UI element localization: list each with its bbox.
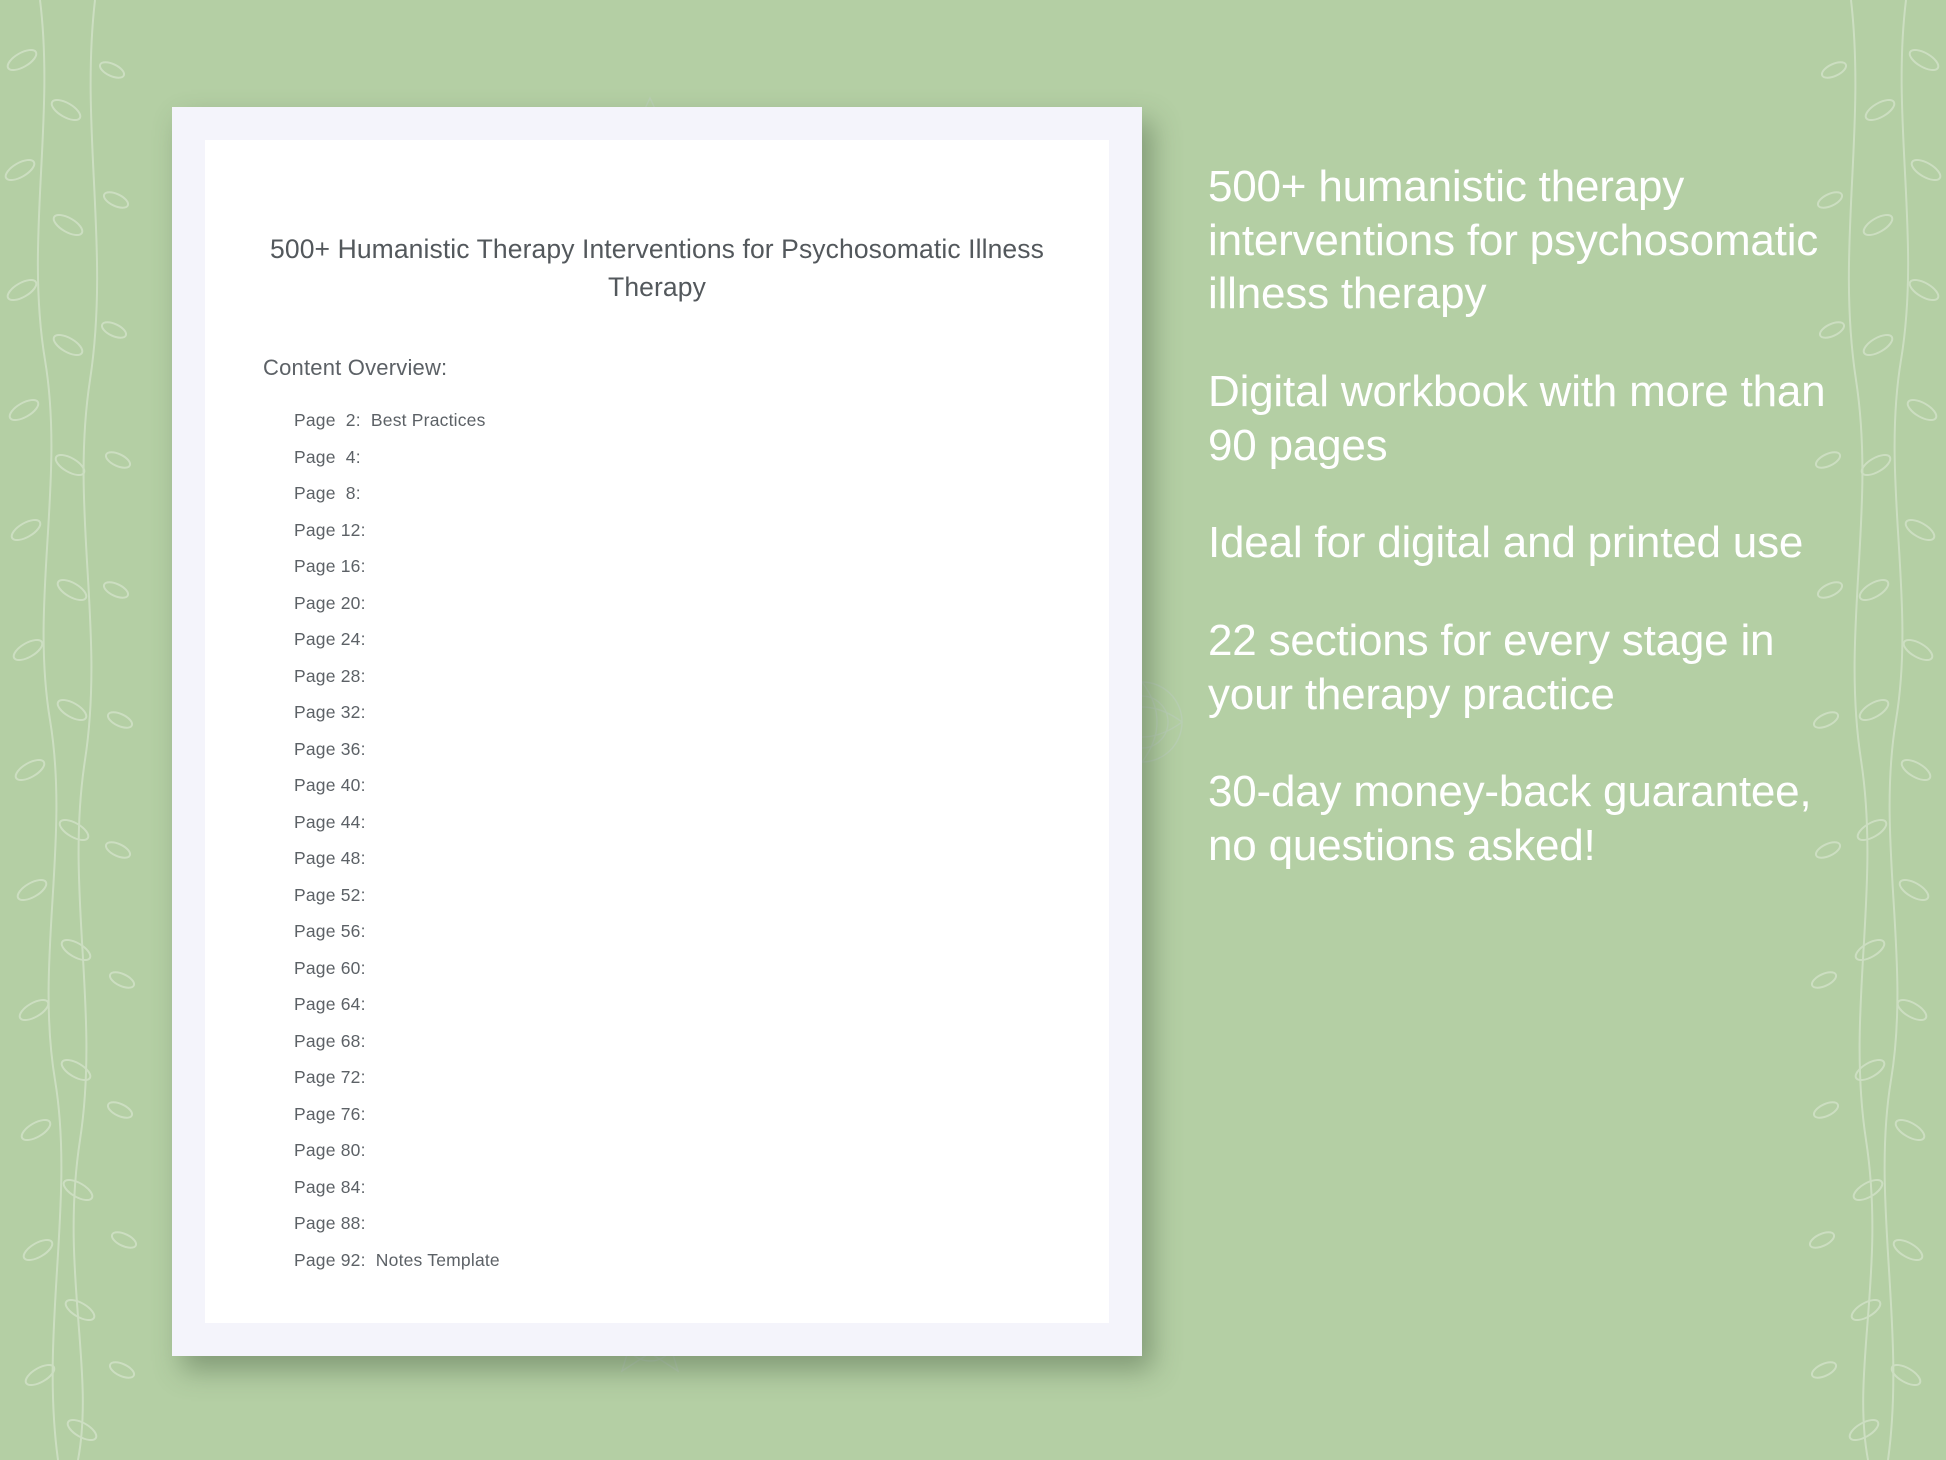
toc-page-number: Page 76: bbox=[294, 1103, 366, 1124]
toc-page-number: Page 92: bbox=[294, 1249, 366, 1270]
botanical-border-left bbox=[0, 0, 140, 1460]
toc-page-number: Page 32: bbox=[294, 702, 366, 723]
toc-row bbox=[294, 512, 1051, 549]
toc-row bbox=[294, 658, 1051, 695]
toc-page-number: Page 72: bbox=[294, 1067, 366, 1088]
document-preview[interactable] bbox=[172, 107, 1142, 1356]
toc-row bbox=[294, 1206, 1051, 1243]
promo-line: Digital workbook with more than 90 pages bbox=[1208, 367, 1826, 470]
toc-row bbox=[294, 403, 1051, 440]
toc-row bbox=[294, 695, 1051, 732]
toc-page-number: Page 68: bbox=[294, 1030, 366, 1051]
toc-page-number: Page 60: bbox=[294, 957, 366, 978]
toc-row bbox=[294, 476, 1051, 513]
toc-separator bbox=[361, 412, 371, 430]
page-content bbox=[205, 140, 1109, 1323]
toc-row bbox=[294, 841, 1051, 878]
toc-page-number: Page 28: bbox=[294, 665, 366, 686]
toc-row bbox=[294, 950, 1051, 987]
toc-row bbox=[294, 914, 1051, 951]
toc-page-number: Page 24: bbox=[294, 629, 366, 650]
toc-page-number: Page 40: bbox=[294, 775, 366, 796]
toc-page-number: Page 88: bbox=[294, 1213, 366, 1234]
toc-row bbox=[294, 1096, 1051, 1133]
toc-separator bbox=[366, 1252, 376, 1270]
promo-line: 30-day money-back guarantee, no questions asked! bbox=[1208, 767, 1812, 871]
toc-row bbox=[294, 585, 1051, 622]
toc-row bbox=[294, 439, 1051, 476]
toc-page-number: Page 2: bbox=[294, 410, 361, 431]
toc-page-number: Page 44: bbox=[294, 811, 366, 832]
toc-row bbox=[294, 622, 1051, 659]
toc-entry-title: Notes Template bbox=[375, 1249, 500, 1270]
toc-row bbox=[294, 1133, 1051, 1170]
promo-copy bbox=[1208, 160, 1838, 873]
toc-page-number: Page 8: bbox=[294, 483, 361, 504]
toc-row bbox=[294, 731, 1051, 768]
toc-entry-title: Best Practices bbox=[370, 410, 486, 431]
toc-page-number: Page 16: bbox=[294, 556, 366, 577]
toc-row bbox=[294, 1060, 1051, 1097]
promo-line: Ideal for digital and printed use bbox=[1208, 518, 1804, 568]
toc-page-number: Page 12: bbox=[294, 519, 366, 540]
toc-page-number: Page 4: bbox=[294, 446, 361, 467]
toc-page-number: Page 48: bbox=[294, 848, 366, 869]
toc-row bbox=[294, 1242, 1051, 1279]
content-overview-label: Content Overview: bbox=[263, 354, 448, 380]
toc-page-number: Page 56: bbox=[294, 921, 366, 942]
table-of-contents bbox=[263, 403, 1051, 1279]
promo-line: 22 sections for every stage in your therapy practice bbox=[1208, 616, 1775, 719]
toc-row bbox=[294, 1169, 1051, 1206]
promo-line: 500+ humanistic therapy interventions for psychosomatic illness therapy bbox=[1208, 162, 1819, 319]
page-title: 500+ Humanistic Therapy Interventions for Psychosomatic Illness Therapy bbox=[270, 234, 1044, 303]
toc-page-number: Page 52: bbox=[294, 884, 366, 905]
page-border bbox=[172, 107, 1142, 1356]
toc-row bbox=[294, 877, 1051, 914]
toc-page-number: Page 84: bbox=[294, 1176, 366, 1197]
toc-row bbox=[294, 804, 1051, 841]
toc-page-number: Page 36: bbox=[294, 738, 366, 759]
toc-row bbox=[294, 987, 1051, 1024]
toc-page-number: Page 20: bbox=[294, 592, 366, 613]
toc-row bbox=[294, 1023, 1051, 1060]
toc-row bbox=[294, 549, 1051, 586]
toc-page-number: Page 64: bbox=[294, 994, 366, 1015]
toc-page-number: Page 80: bbox=[294, 1140, 366, 1161]
toc-row bbox=[294, 768, 1051, 805]
